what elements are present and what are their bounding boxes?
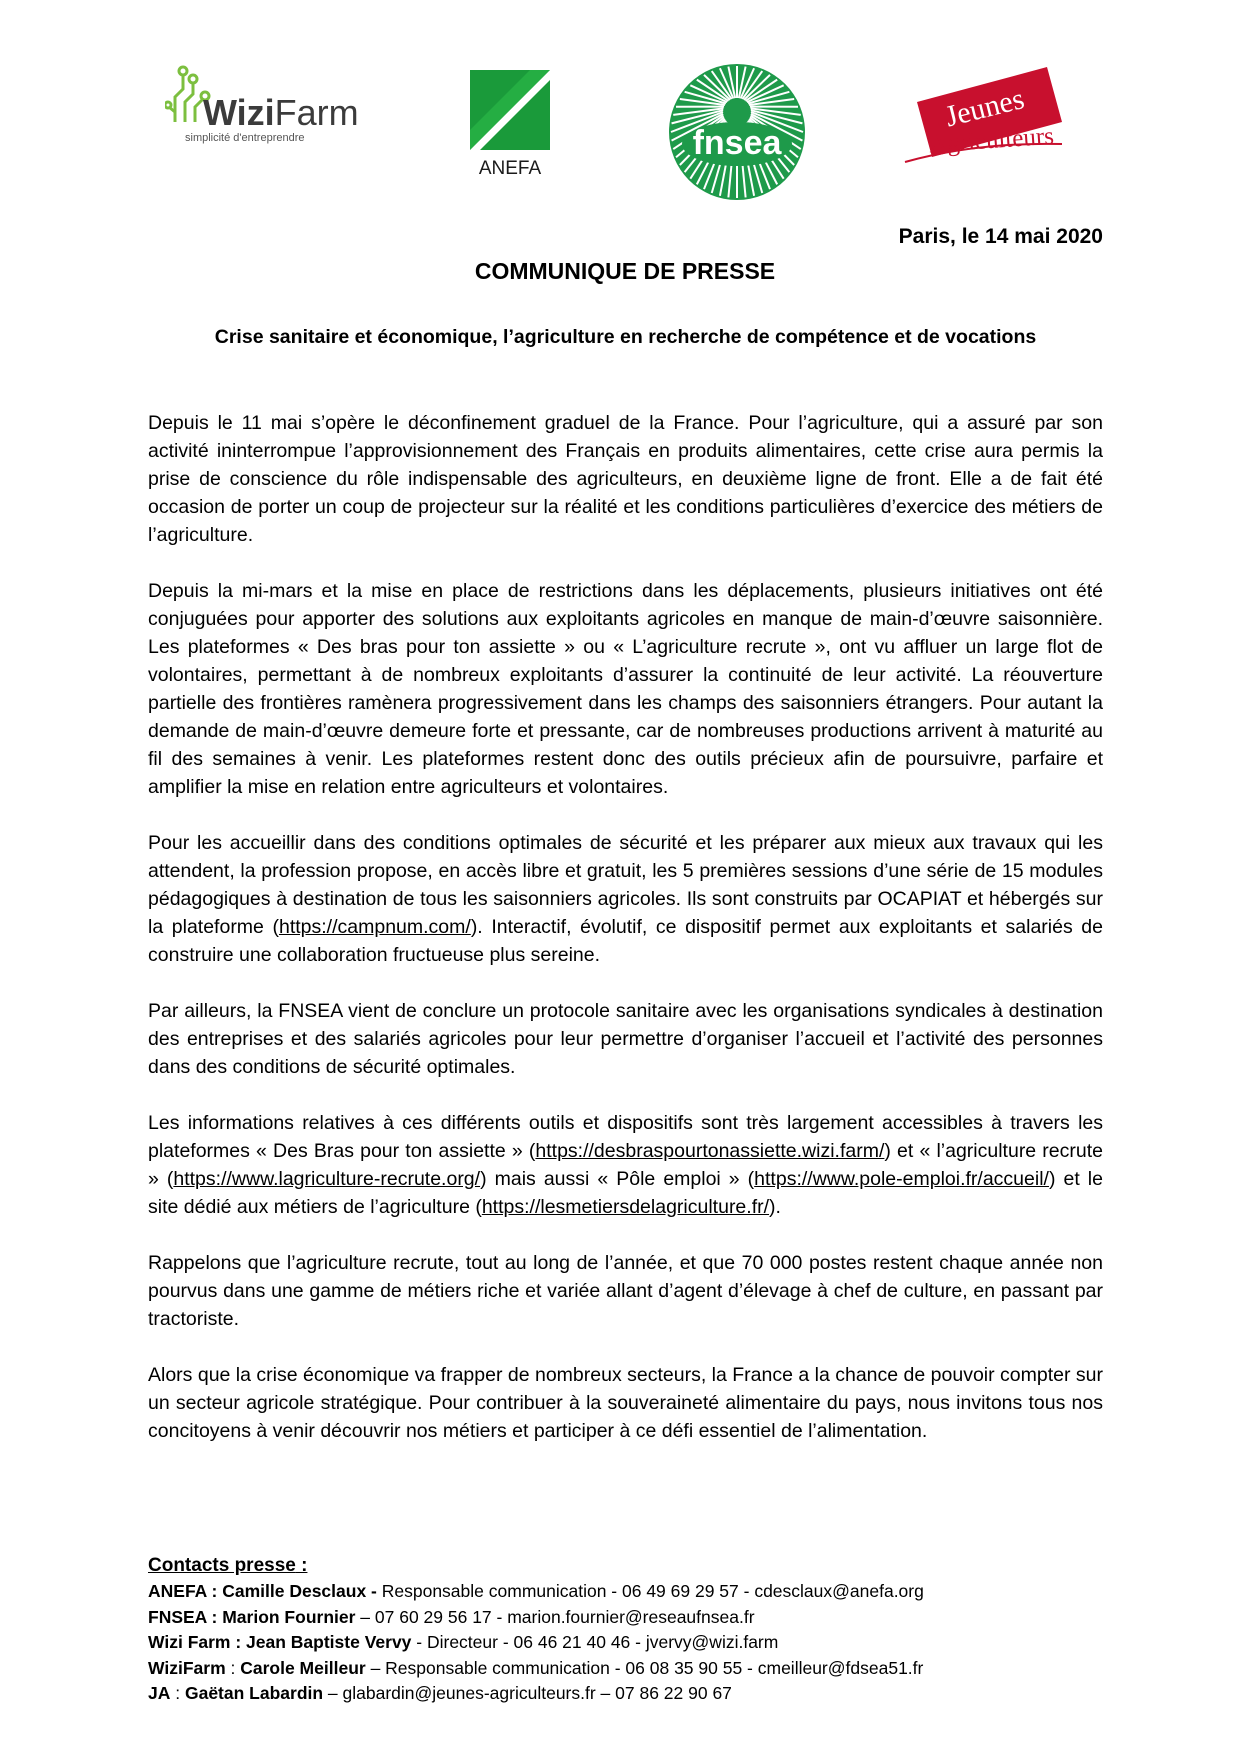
contact-wizifarm-director: Wizi Farm : Jean Baptiste Vervy - Directeur - 06 46 21 40 46 - jvervy@wizi.farm [148,1632,779,1652]
wizifarm-brand-wizi: Wizi [203,92,275,133]
fnsea-logo [667,62,807,202]
contacts-heading: Contacts presse : [148,1555,308,1576]
ja-line2: Agriculteurs [928,122,1055,159]
anefa-wordmark: ANEFA [478,158,542,179]
lagriculture-recrute-link[interactable]: https://www.lagriculture-recrute.org/ [173,1168,481,1190]
anefa-logo [470,70,550,190]
press-body [148,409,1103,1473]
p5-text-5: ). [769,1196,781,1218]
p5-text-1: Les informations relatives à ces différents outils et dispositifs sont très largement accessibles à travers les plateformes « Des Bras pour ton assiette » ( [148,1112,1103,1162]
p5-text-4: ) et le site dédié aux métiers de l’agriculture ( [148,1168,1103,1218]
wizifarm-logo [165,62,370,147]
contact-wizifarm-communication: WiziFarm : Carole Meilleur – Responsable communication - 06 08 35 90 55 - cmeilleur@fdsea51.fr [148,1657,924,1678]
ja-emblem-icon [897,62,1067,172]
press-date: Paris, le 14 mai 2020 [898,225,1103,248]
desbras-link[interactable]: https://desbraspourtonassiette.wizi.farm/ [535,1140,885,1162]
p5-text-3: ) mais aussi « Pôle emploi » ( [480,1168,755,1190]
page-title: COMMUNIQUE DE PRESSE [474,258,776,284]
paragraph-7: Alors que la crise économique va frapper de nombreux secteurs, la France a la chance de pouvoir compter sur un secteur agricole stratégique. Pour contribuer à la souveraineté alimentaire du pays, nous invitons tous nos concitoyens à venir découvrir nos métiers et participer à ce défi essentiel de l’alimentation. [148,1364,1103,1442]
wizifarm-tagline: simplicité d'entreprendre [185,132,305,144]
wizifarm-brand-farm: Farm [274,92,359,133]
campnum-link[interactable]: https://campnum.com/ [278,916,471,938]
paragraph-3 [148,829,1103,969]
p3-text-after: ). Interactif, évolutif, ce dispositif permet aux exploitants et salariés de construire une collaboration fructueuse plus sereine. [148,916,1103,966]
metiers-agriculture-link[interactable]: https://lesmetiersdelagriculture.fr/ [481,1196,770,1218]
fnsea-wordmark: fnsea [692,124,782,162]
paragraph-6: Rappelons que l’agriculture recrute, tout au long de l’année, et que 70 000 postes restent chaque année non pourvus dans une gamme de métiers riche et variée allant d’agent d’élevage à chef de culture, en passant par tractoriste. [148,1252,1103,1330]
press-contacts [148,1555,1103,1707]
ja-line1: Jeunes [941,82,1028,134]
paragraph-5 [148,1109,1103,1221]
page-subtitle: Crise sanitaire et économique, l’agriculture en recherche de compétence et de vocations [214,326,1037,348]
contact-anefa: ANEFA : Camille Desclaux - Responsable communication - 06 49 69 29 57 - cdesclaux@anefa.org [148,1581,924,1601]
paragraph-2: Depuis la mi-mars et la mise en place de restrictions dans les déplacements, plusieurs initiatives ont été conjuguées pour apporter des solutions aux exploitants agricoles en manque de main-d’œuvre saisonnière. Les plateformes « Des bras pour ton assiette » ou « L’agriculture recrute », ont vu affluer un large flot de volontaires, permettant à de nombreux exploitants d’assurer la continuité de leur activité. La réouverture partielle des frontières ramènera progressivement dans les champs des saisonniers étrangers. Pour autant la demande de main-d’œuvre demeure forte et pressante, car de nombreuses productions arrivent à maturité au fil des semaines à venir. Les plateformes restent donc des outils précieux afin de poursuivre, parfaire et amplifier la mise en relation entre agriculteurs et volontaires. [148,580,1103,798]
jeunes-agriculteurs-logo [897,62,1067,172]
fnsea-sunburst-icon [667,62,807,202]
p5-text-2: ) et « l’agriculture recrute » ( [148,1140,1103,1190]
paragraph-1: Depuis le 11 mai s’opère le déconfinement graduel de la France. Pour l’agriculture, qui a assuré par son activité ininterrompue l’approvisionnement des Français en produits alimentaires, cette crise aura permis la prise de conscience du rôle indispensable des agriculteurs, en deuxième ligne de front. Elle a de fait été occasion de porter un coup de projecteur sur la réalité et les conditions particulières d’exercice des métiers de l’agriculture. [148,412,1103,546]
p3-text-before: Pour les accueillir dans des conditions optimales de sécurité et les préparer aux mieux aux travaux qui les attendent, la profession propose, en accès libre et gratuit, les 5 premières sessions d’une série de 15 modules pédagogiques à destination de tous les saisonniers agricoles. Ils sont construits par OCAPIAT et hébergés sur la plateforme ( [148,832,1103,938]
paragraph-4: Par ailleurs, la FNSEA vient de conclure un protocole sanitaire avec les organisations syndicales à destination des entreprises et des salariés agricoles pour leur permettre d’organiser l’accueil et l’activité des personnes dans des conditions de sécurité optimales. [148,1000,1103,1078]
contact-ja: JA : Gaëtan Labardin – glabardin@jeunes-agriculteurs.fr – 07 86 22 90 67 [148,1683,732,1703]
pole-emploi-link[interactable]: https://www.pole-emploi.fr/accueil/ [754,1168,1049,1190]
contact-fnsea: FNSEA : Marion Fournier – 07 60 29 56 17 - marion.fournier@reseaufnsea.fr [148,1606,755,1627]
anefa-emblem-icon [470,70,550,150]
